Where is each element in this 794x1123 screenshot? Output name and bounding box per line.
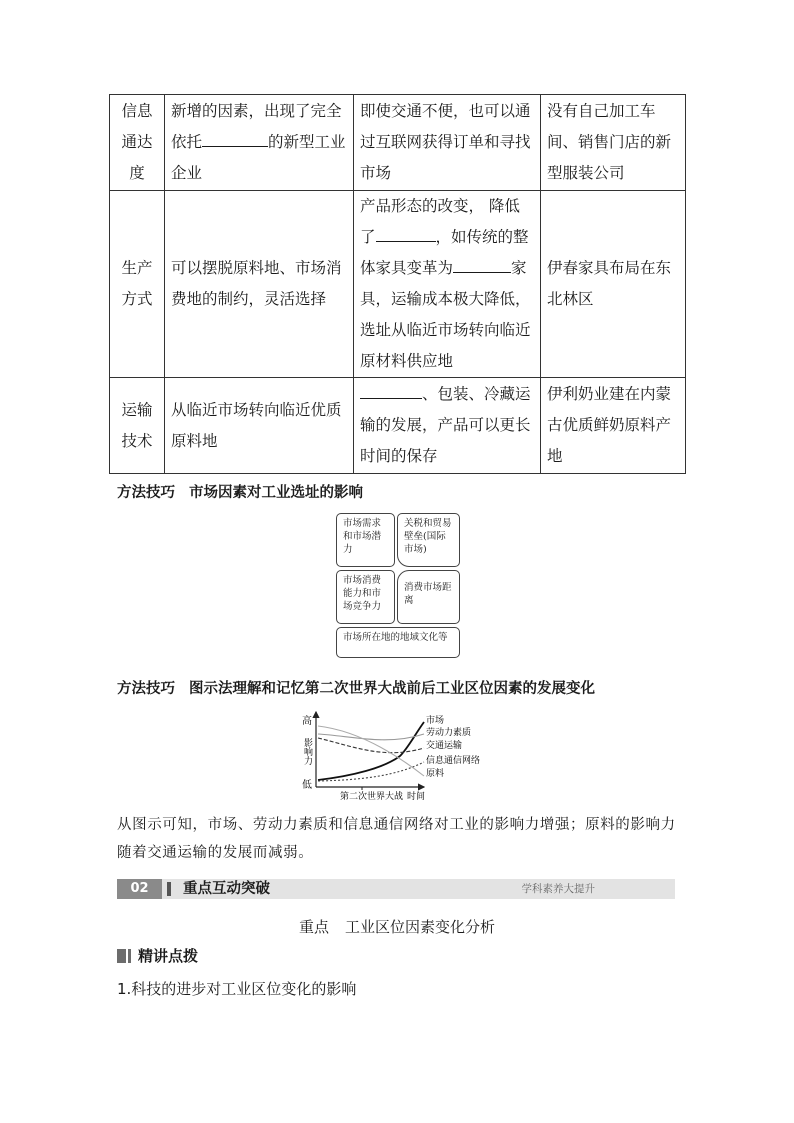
- series-line-labor: [318, 734, 424, 740]
- list-item: 1.科技的进步对工业区位变化的影响: [117, 980, 357, 998]
- row-header-cell: 生产 方式: [110, 191, 165, 378]
- x-axis-title: 时间: [407, 792, 426, 800]
- method-tip-label: 方法技巧: [117, 681, 175, 697]
- y-high-label: 高: [302, 716, 312, 727]
- method-tip-heading-2: [117, 677, 595, 698]
- table-cell: 产品形态的改变， 降低了 ，如传统的整体家具变革为 家具，运输成本极大降低，选址从临近市场转向临近原材料供应地: [354, 191, 541, 378]
- row-header-cell: 运输 技术: [110, 378, 165, 474]
- fill-blank[interactable]: [376, 227, 436, 243]
- table-cell: 没有自己加工车间、销售门店的新型服装公司: [541, 95, 686, 191]
- section-divider: [167, 882, 171, 896]
- section-title: 重点互动突破: [183, 881, 270, 897]
- fill-blank[interactable]: [453, 258, 511, 274]
- x-marker-label: 第二次世界大战: [340, 792, 404, 800]
- market-factor-concept-map: [336, 513, 460, 658]
- table-cell: 新增的因素，出现了完全依托 的新型工业企业: [165, 95, 354, 191]
- table-cell: 伊利奶业建在内蒙古优质鲜奶原料产地: [541, 378, 686, 474]
- factor-influence-chart: [292, 708, 502, 800]
- section-band: [117, 879, 675, 899]
- concept-box: 市场所在地的地域文化等: [336, 627, 460, 658]
- concept-box: 消费市场距离: [397, 570, 460, 624]
- concept-box: 关税和贸易壁垒(国际市场): [397, 513, 460, 567]
- key-point-text: 工业区位因素变化分析: [345, 918, 496, 936]
- series-label-market: 市场: [426, 716, 445, 726]
- sub-heading-text: 精讲点拨: [138, 947, 199, 965]
- row-header-cell: 信息 通达 度: [110, 95, 165, 191]
- fill-blank[interactable]: [202, 132, 268, 148]
- bookmark-icon: [117, 949, 131, 963]
- y-low-label: 低: [302, 780, 312, 791]
- series-label-transport: 交通运输: [426, 741, 463, 751]
- table-cell: 伊春家具布局在东北林区: [541, 191, 686, 378]
- series-label-labor: 劳动力素质: [426, 728, 472, 738]
- table-cell: 可以摆脱原料地、市场消费地的制约，灵活选择: [165, 191, 354, 378]
- key-point-title: [0, 916, 794, 937]
- concept-box: 市场消费能力和市场竞争力: [336, 570, 395, 624]
- fill-blank[interactable]: [360, 384, 422, 400]
- method-tip-title: 市场因素对工业选址的影响: [189, 485, 363, 501]
- table-cell: 即使交通不便，也可以通过互联网获得订单和寻找市场: [354, 95, 541, 191]
- method-tip-title: 图示法理解和记忆第二次世界大战前后工业区位因素的发展变化: [189, 681, 595, 697]
- series-label-raw: 原料: [426, 769, 445, 779]
- table-row: [110, 378, 686, 474]
- method-tip-heading-1: [117, 481, 363, 502]
- table-cell: 、包装、冷藏运输的发展，产品可以更长时间的保存: [354, 378, 541, 474]
- table-row: [110, 191, 686, 378]
- method-tip-label: 方法技巧: [117, 485, 175, 501]
- chart-conclusion-paragraph: 从图示可知，市场、劳动力素质和信息通信网络对工业的影响力增强；原料的影响力随着交通运输的发展而减弱。: [117, 817, 676, 861]
- section-tagline: 学科素养大提升: [521, 883, 595, 895]
- section-number: 02: [117, 879, 162, 899]
- y-axis-title: 影响力: [302, 738, 312, 765]
- info-table: [109, 94, 686, 474]
- key-point-label: 重点: [298, 918, 329, 936]
- table-cell: 从临近市场转向临近优质原料地: [165, 378, 354, 474]
- series-label-info: 信息通信网络: [426, 756, 481, 766]
- concept-box: 市场需求和市场潜力: [336, 513, 395, 567]
- table-row: [110, 95, 686, 191]
